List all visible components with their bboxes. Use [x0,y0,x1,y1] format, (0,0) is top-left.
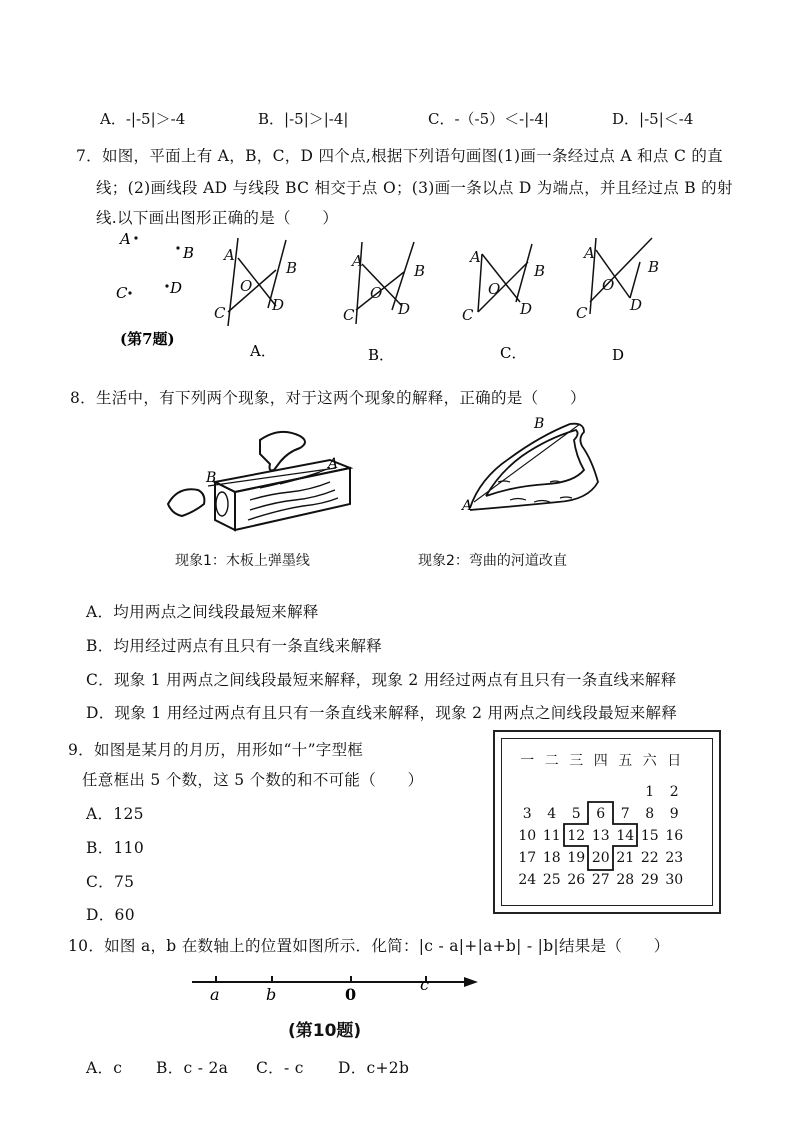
phenomenon1-wood-board-illustration [160,412,360,542]
calendar-row: 24 25 26 27 28 29 30 [518,872,684,888]
q8-option-a: A．均用两点之间线段最短来解释 [86,603,319,621]
phenomenon1-point-b: B [206,470,217,486]
q7-figures [100,228,700,368]
q8-option-c: C．现象 1 用两点之间线段最短来解释，现象 2 用经过两点有且只有一条直线来解释 [86,671,677,689]
svg-text:C: C [343,306,355,324]
calendar-weekday: 四 [593,753,608,769]
q6-option-b: B．|-5|＞|-4| [258,110,349,128]
svg-text:O: O [240,277,253,295]
q6-option-d: D．|-5|＜-4 [612,110,694,128]
calendar-weekday: 二 [544,753,559,769]
calendar-row: 10 11 12 13 14 15 16 [518,828,684,844]
phenomenon1-point-a: A [328,456,339,472]
q7-point-a: A [120,230,131,248]
q10-option-d: D．c+2b [338,1059,410,1077]
q8-option-b: B．均用经过两点有且只有一条直线来解释 [86,637,383,655]
q6-option-c: C．-（-5）＜-|-4| [428,110,549,128]
q7-figure-c [462,244,545,324]
phenomenon2-point-a: A [462,498,473,514]
svg-text:D: D [520,300,533,318]
q7-figure-caption: (第7题) [120,330,175,348]
q7-point-b: B [183,244,195,262]
phenomenon2-caption: 现象2：弯曲的河道改直 [418,553,567,569]
calendar-figure [493,730,721,914]
calendar-row: 17 18 19 20 21 22 23 [518,850,684,866]
calendar-weekday: 五 [618,753,633,769]
q7-figure-d [576,238,659,322]
q7-option-b-label: B． [368,346,395,364]
svg-text:B: B [414,262,426,280]
q10-option-b: B．c - 2a [156,1059,229,1077]
svg-text:D: D [630,296,643,314]
calendar-row: 1 2 [645,784,679,800]
q8-option-d: D．现象 1 用经过两点有且只有一条直线来解释，现象 2 用两点之间线段最短来解释 [86,704,678,722]
q9-option-d: D．60 [86,906,135,924]
phenomenon2-point-b: B [534,416,545,432]
svg-text:A: A [470,248,481,266]
q10-option-a: A．c [86,1059,123,1077]
svg-text:C: C [214,304,226,322]
svg-text:C: C [576,304,588,322]
q9-option-b: B．110 [86,839,144,857]
svg-text:D: D [272,296,285,314]
axis-label-a: a [210,985,220,1004]
svg-text:A: A [584,244,595,262]
calendar-weekday: 六 [642,753,657,769]
q7-stem-line2: 线；(2)画线段 AD 与线段 BC 相交于点 O；(3)画一条以点 D 为端点，并且经过点 B 的射 [96,179,733,197]
q7-stem-line3: 线.以下画出图形正确的是（ ） [96,209,339,227]
q7-figure-b [343,242,425,324]
cross-shaped-frame [495,732,719,912]
q7-point-d: D [170,279,183,297]
q10-option-c: C．- c [256,1059,304,1077]
q9-stem-line2: 任意框出 5 个数，这 5 个数的和不可能（ ） [82,771,424,789]
calendar-weekday: 三 [569,753,584,769]
number-line-figure [186,968,486,1008]
q10-stem: 10．如图 a，b 在数轴上的位置如图所示．化简：|c - a|+|a+b| - |b|结果是（ ） [68,937,670,955]
q7-figure-a [214,238,297,326]
svg-text:C: C [462,306,474,324]
axis-label-b: b [266,985,277,1004]
svg-text:O: O [370,284,383,302]
calendar-weekday: 一 [520,753,535,769]
axis-label-c: c [420,975,429,994]
q9-option-c: C．75 [86,873,135,891]
calendar-row: 3 4 5 6 7 8 9 [522,806,679,822]
calendar-weekday: 日 [667,753,682,769]
q7-option-d-label: D [612,346,625,364]
svg-text:O: O [488,280,501,298]
axis-label-zero: 0 [345,985,357,1004]
phenomenon2-river-illustration [450,412,610,522]
svg-text:D: D [398,300,411,318]
q6-option-a: A．-|-5|＞-4 [100,110,186,128]
svg-text:O: O [602,276,615,294]
svg-text:B: B [286,259,298,277]
q9-option-a: A．125 [86,805,144,823]
q7-option-a-label: A． [250,342,276,360]
svg-text:B: B [648,258,660,276]
q9-stem-line1: 9．如图是某月的月历，用形如“十”字型框 [68,741,364,759]
phenomenon1-caption: 现象1：木板上弹墨线 [175,553,310,569]
svg-text:A: A [224,246,235,264]
q10-figure-caption: (第10题) [288,1021,362,1041]
q7-stem-line1: 7．如图，平面上有 A，B，C，D 四个点,根据下列语句画图(1)画一条经过点 A 和点 C 的直 [76,147,723,165]
q7-option-c-label: C． [500,344,527,362]
svg-text:B: B [534,262,546,280]
q8-stem: 8．生活中，有下列两个现象，对于这两个现象的解释，正确的是（ ） [70,389,586,407]
q7-point-set [116,230,194,302]
q7-point-c: C [116,284,128,302]
svg-text:A: A [352,252,363,270]
